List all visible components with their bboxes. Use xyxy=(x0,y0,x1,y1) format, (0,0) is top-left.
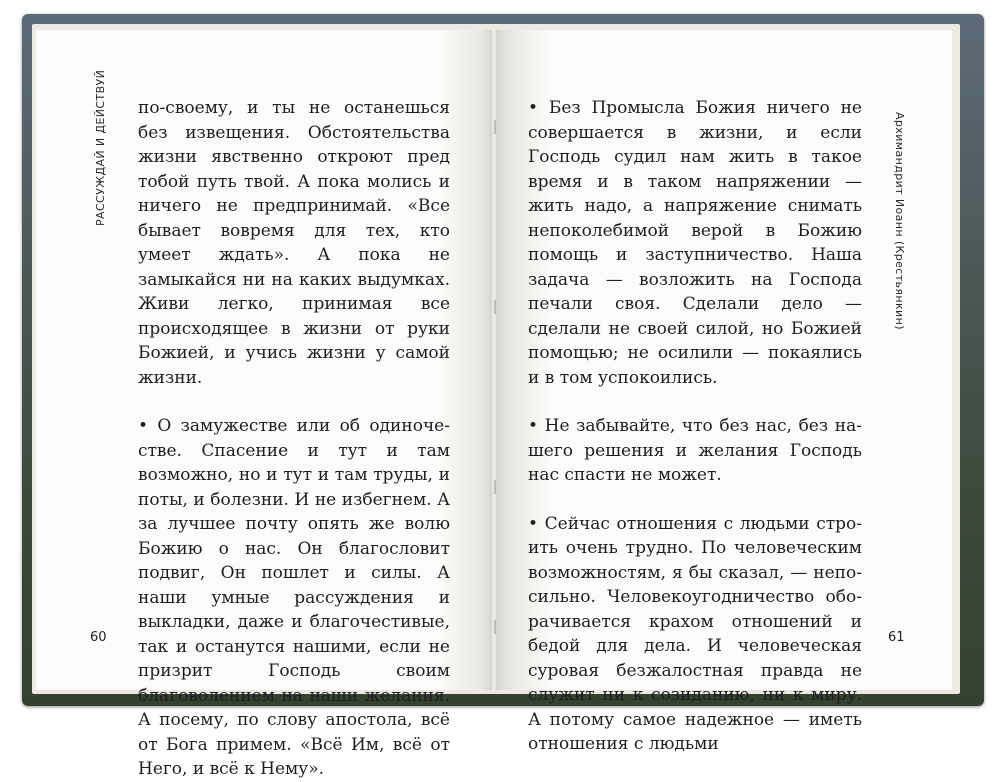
left-page-number: 60 xyxy=(90,630,107,645)
binding-stitch xyxy=(494,300,496,314)
binding-stitch xyxy=(494,120,496,134)
right-paragraph-3: • Сейчас отношения с людьми строить очень трудно. По человеческим возможностям, я бы сказал, — непосильно. Человекоугодничество оборачивается крахом отношений и бедой для дела. И человеческая суровая безжалостная правда не служит ни к созиданию, ни к миру. А потому самое надежное — иметь отношения с людьми xyxy=(528,513,862,754)
binding-stitch xyxy=(494,480,496,494)
left-page xyxy=(36,30,494,779)
right-paragraph-1: • Без Промысла Божия ничего не совершается в жизни, и если Господь судил нам жить в такое время и в таком напряжении — жить надо, а напряжение снимать непоколебимой верой в Божию помощь и заступничество. Наша задача — возложить на Господа печали своя. Сделали дело — сделали не своей силой, но Божией помощью; не осилили — покаялись и в том успокоились. xyxy=(528,98,862,388)
left-paragraph-1: по-своему, и ты не останешься без извещения. Обстоятельства жизни явственно откроют пред тобой путь твой. А пока молись и ничего не предпринимай. «Все бывает вовремя для тех, кто умеет ждать». А пока не замыкайся ни на каких выдумках. Живи легко, принимая все происходящее в жизни от руки Божией, и учись жизни у самой жизни. xyxy=(138,98,450,388)
left-page-text xyxy=(138,96,450,782)
right-running-head: Архимандрит Иоанн (Крестьянкин) xyxy=(893,112,906,330)
right-page-text xyxy=(528,96,862,757)
right-paragraph-2: • Не забывайте, что без нас, без нашего решения и желания Господь нас спасти не может. xyxy=(528,416,862,485)
right-page xyxy=(494,30,952,754)
left-paragraph-2: • О замужестве или об одиночестве. Спасение и тут и там возможно, но и тут и там труды, и поты, и болезни. И не избегнем. А за лучшее почту опять же волю Божию о нас. Он благословит подвиг, Он пошлет и силы. А наши умные рассуждения и выкладки, даже и благочестивые, так и останутся нашими, если не призрит Господь своим благоволением на наши желания. А посему, по слову апостола, всё от Бога примем. «Всё Им, всё от Него, и всё к Нему». xyxy=(138,416,450,779)
right-page-number: 61 xyxy=(888,630,905,645)
binding-stitch xyxy=(494,620,496,634)
left-running-head: РАССУЖДАЙ И ДЕЙСТВУЙ xyxy=(94,69,107,226)
